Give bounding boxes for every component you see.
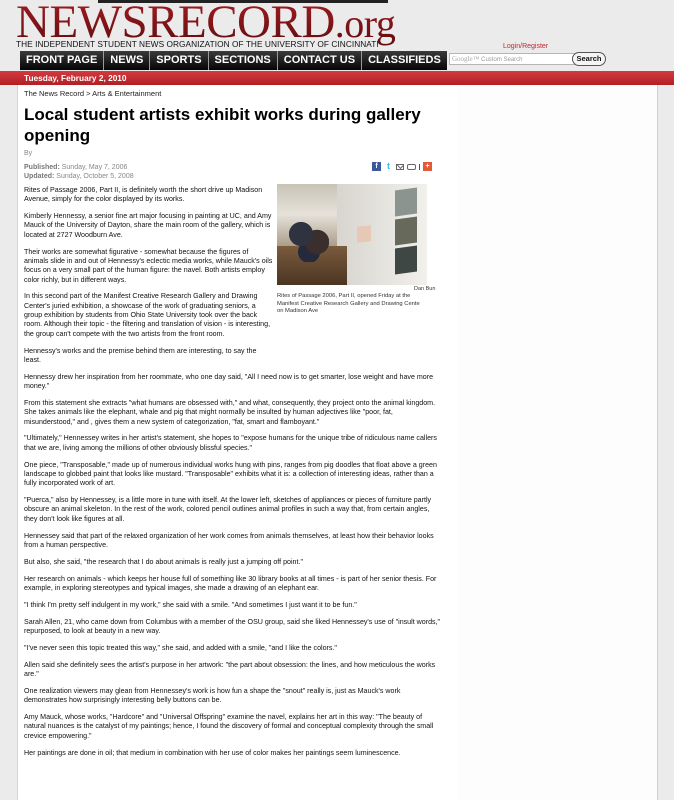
photo-credit: Dan Bun — [414, 286, 436, 292]
nav-sections[interactable]: SECTIONS — [209, 51, 278, 70]
nav-sports[interactable]: SPORTS — [150, 51, 208, 70]
article-paragraph: Their works are somewhat figurative - somewhat because the figures of animals slide in and out of Hennessy's eclectic media works, while Mauck's oils focus on a very small part of the human figure: the navel. Both artists employ color richly, but in different ways. — [24, 247, 273, 284]
sidebar — [458, 85, 658, 800]
article-paragraph: "Puerca," also by Hennessey, is a little more in tune with itself. At the lower left, sketches of appliances or pieces of furniture partly obscure an animal skeleton. In the rest of the work, colored pencil outlines animal profiles in such a way that, from certain angles, they don't look like figures at all. — [24, 496, 432, 523]
article-paragraph: Allen said she definitely sees the artist's purpose in her artwork: "the part about obsession: the lines, and how meticulous the works are." — [24, 660, 436, 679]
nav-front-page[interactable]: FRONT PAGE — [20, 51, 104, 70]
search-brand-placeholder: Google™ — [452, 55, 480, 63]
caption-line: on Madison Ave — [277, 308, 319, 314]
search-placeholder: Custom Search — [481, 57, 523, 63]
main-nav — [20, 51, 447, 70]
article-paragraph: Amy Mauck, whose works, "Hardcore" and "Universal Offspring" examine the navel, explains her art in this way: "The beauty of natural nuances is the catalyst of my paintings; hence, I found the discovery of formal and conceptual complexity through the small crevice empowering." — [24, 713, 434, 740]
article-paragraph: "Ultimately," Hennessey writes in her artist's statement, she hopes to "expose humans for the unique tribe of ridiculous name callers that we are, living among the millions of other obviously blissful species." — [24, 434, 437, 452]
caption-line: Rites of Passage 2006, Part II, opened Friday at the — [277, 293, 411, 299]
published-label: Published: — [24, 164, 60, 171]
article-paragraph: In this second part of the Manifest Creative Research Gallery and Drawing Center's juried exhibition, a showcase of the work of graduating seniors, a group exhibition by students from Ohio State University took over the back room. Although their topic - the filtering and translation of vision - is interesting, the group can't compete with the two artists from the front room. — [24, 292, 271, 338]
updated-date: Sunday, October 5, 2008 — [56, 173, 134, 180]
logo-suffix-text: .org — [334, 1, 396, 46]
article-title: Local student artists exhibit works during gallery opening — [24, 105, 421, 145]
byline: By — [24, 150, 33, 157]
article-paragraph: But also, she said, "the research that I do about animals is really just a jumping off point." — [24, 557, 303, 566]
article-paragraph: Kimberly Hennessy, a senior fine art major focusing in painting at UC, and Amy Mauck of the University of Dayton, share the main room of the gallery, which is located at 2727 Woodburn Ave. — [24, 212, 272, 239]
nav-classifieds[interactable]: CLASSIFIEDS — [362, 51, 447, 70]
article-paragraph: Hennessey said that part of the relaxed organization of her work comes from animals themselves, at least how their behavior looks from a human perspective. — [24, 531, 434, 549]
article-paragraph: Hennessy's works and the premise behind them are interesting, to say the least. — [24, 346, 257, 364]
logo-main-text: NEWSRECORD — [16, 0, 335, 48]
article-body — [24, 186, 441, 766]
nav-contact-us[interactable]: CONTACT US — [278, 51, 362, 70]
site-tagline: THE INDEPENDENT STUDENT NEWS ORGANIZATION OF THE UNIVERSITY OF CINCINNATI — [16, 39, 379, 49]
photo-float-space — [273, 186, 441, 351]
login-register-link[interactable]: Login/Register — [503, 43, 549, 50]
sidebar-border — [657, 85, 658, 800]
article-paragraph: Her research on animals - which keeps her house full of something like 30 library books at all times - is part of her senior thesis. For example, in exploring stereotypes and typical images, she made a drawing of an elephant ear. — [24, 574, 437, 592]
published-date: Sunday, May 7, 2006 — [61, 164, 128, 171]
article-paragraph: Her paintings are done in oil; that medium in combination with her use of color makes her paintings seem luminescence. — [24, 748, 401, 757]
breadcrumb[interactable]: The News Record > Arts & Entertainment — [24, 89, 162, 98]
share-toolbar — [372, 162, 432, 171]
article-dates — [24, 163, 134, 181]
article-paragraph: From this statement she extracts "what humans are obsessed with," and what, consequently, they project onto the animal kingdom. She takes animals like the elephant, whale and pig that might normally be insulted by human adjectives like "poor, fat, misunderstood," and , gives them a new system of categorization, "fat, smart and flamboyant." — [24, 398, 436, 426]
nav-news[interactable]: NEWS — [104, 51, 150, 70]
add-this-icon[interactable]: + — [423, 162, 432, 171]
updated-label: Updated: — [24, 173, 55, 180]
article-paragraph: "I think I'm pretty self indulgent in my work," she said with a smile. "And sometimes I just want it to be fun." — [24, 600, 357, 609]
caption-line: Manifest Creative Research Gallery and Drawing Cente — [277, 300, 420, 307]
search-button[interactable]: Search — [572, 52, 606, 66]
email-icon[interactable] — [396, 164, 404, 170]
article-paragraph: "I've never seen this topic treated this way," she said, and added with a smile, "and I like the colors." — [24, 643, 337, 652]
current-date: Tuesday, February 2, 2010 — [24, 73, 127, 83]
article-paragraph: Sarah Allen, 21, who came down from Columbus with a member of the OSU group, said she liked Hennessey's use of "insult words," repurposed, to look at beauty in a new way. — [24, 617, 441, 635]
print-icon[interactable] — [407, 164, 416, 170]
share-separator — [419, 164, 420, 170]
article-paragraph: Rites of Passage 2006, Part II, is definitely worth the short drive up Madison Avenue, simply for the color displayed by its works. — [24, 186, 263, 204]
search-input[interactable] — [449, 53, 575, 65]
twitter-icon[interactable]: t — [387, 161, 390, 171]
article-paragraph: One realization viewers may glean from Hennessey's work is how fun a shape the "snout" really is, just as Mauck's work demonstrates how surprisingly interesting belly buttons can be. — [24, 686, 401, 705]
article-paragraph: Hennessy drew her inspiration from her roommate, who one day said, "All I need now is to get smarter, lose weight and have more money." — [24, 372, 434, 391]
article-paragraph: One piece, "Transposable," made up of numerous individual works hung with pins, ranges from pig doodles that float above a green landscape to globbed paint that looks like mustard. "Transposable" exhibits what it is: a collection of interesting ideas, rather than a fully incorporated work of art. — [24, 460, 437, 488]
facebook-icon[interactable]: f — [372, 162, 381, 171]
